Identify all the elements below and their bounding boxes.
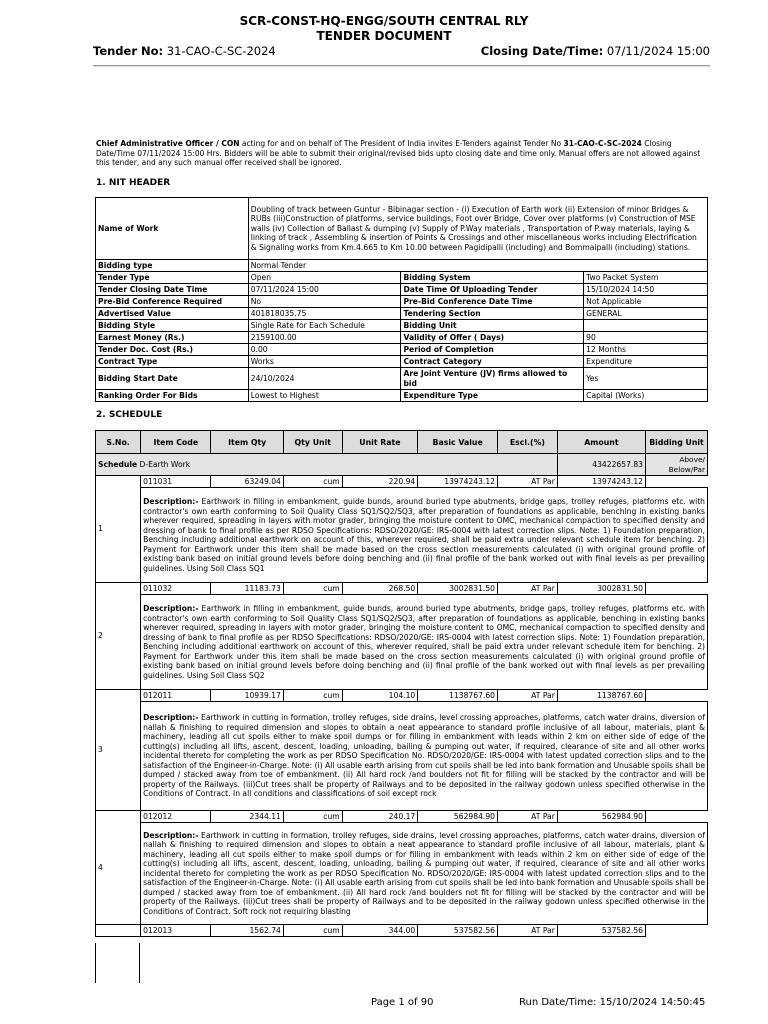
nit-key: Date Time Of Uploading Tender xyxy=(401,284,584,296)
item-amount: 13974243.12 xyxy=(557,476,645,488)
item-blank xyxy=(646,690,708,702)
nit-value: 24/10/2024 xyxy=(248,368,401,390)
item-qty: 10939.17 xyxy=(211,690,283,702)
item-rate: 344.00 xyxy=(342,925,418,937)
tender-number-value: 31-CAO-C-SC-2024 xyxy=(166,44,276,58)
item-rate: 268.50 xyxy=(342,583,418,595)
item-amount: 3002831.50 xyxy=(557,583,645,595)
nit-row xyxy=(96,272,708,284)
item-basic-value: 13974243.12 xyxy=(418,476,498,488)
header-divider xyxy=(93,65,710,67)
intro-paragraph xyxy=(96,139,709,168)
table-row xyxy=(96,690,708,702)
item-sno: 3 xyxy=(96,690,141,811)
item-unit: cum xyxy=(283,690,342,702)
nit-value: Normal Tender xyxy=(248,260,707,272)
item-amount: 562984.90 xyxy=(557,811,645,823)
item-escalation: AT Par xyxy=(498,476,558,488)
nit-value: 0.00 xyxy=(248,344,401,356)
officer-name: Chief Administrative Officer / CON xyxy=(96,139,240,148)
description-label: Description:- xyxy=(143,830,199,840)
closing-date xyxy=(481,44,710,58)
item-blank xyxy=(646,476,708,488)
nit-key: Bidding Style xyxy=(96,320,249,332)
nit-value: Capital (Works) xyxy=(584,390,708,402)
nit-value: Not Applicable xyxy=(584,296,708,308)
item-description xyxy=(141,702,708,811)
item-blank xyxy=(646,583,708,595)
nit-value: 15/10/2024 14:50 xyxy=(584,284,708,296)
description-label: Description:- xyxy=(143,604,199,613)
nit-key: Period of Completion xyxy=(401,344,584,356)
item-unit: cum xyxy=(283,811,342,823)
nit-value: 90 xyxy=(584,332,708,344)
nit-key: Bidding System xyxy=(401,272,584,284)
schedule-amount: 43422657.83 xyxy=(557,454,645,476)
nit-value: Single Rate for Each Schedule xyxy=(248,320,401,332)
nit-key: Contract Type xyxy=(96,356,249,368)
item-basic-value: 562984.90 xyxy=(418,811,498,823)
item-qty: 1562.74 xyxy=(211,925,283,937)
nit-value: 07/11/2024 15:00 xyxy=(248,284,401,296)
schedule-label: Schedule xyxy=(98,459,138,469)
nit-value: GENERAL xyxy=(584,308,708,320)
item-qty: 63249.04 xyxy=(211,476,283,488)
nit-key: Expenditure Type xyxy=(401,390,584,402)
schedule-column-header: Bidding Unit xyxy=(646,431,708,454)
schedule-header-row xyxy=(96,431,708,454)
description-label: Description:- xyxy=(143,713,199,723)
description-text: Earthwork in cutting in formation, trolley refuges, side drains, level crossing approaches, platforms, catch water drains, diversion of nallah & finishing to required dimension and slopes to obtain a neat appearance to standard profile inclusive of all labour, materials, plant & machinery, leading all cut spoils either to make spoil dumps or for filling in embankment with leads within 2 km on either side of edge of the cutting(s) including all lifts, ascent, descent, loading, unloading, bailing & pumping out water, if required, clearance of site and all other works incidental thereto for completing the work as per RDSO Specification No. RDSO/2020/GE: IRS-0004 with latest updated correction slips and to the satisfaction of the Engineer-in-Charge. Note: (i) All usable earth arising from cut spoils shall be led into bank formation and Unusable spoils shall be dumped / stacked away from toe of embankment. (ii) All hard rock /and boulders not fit for filling will be stacked by the contractor and will be property of the Railways. (iii)Cut trees shall be property of Railways and to be deposited in the railway godown unless specified otherwise in the Conditions of Contract. In all conditions and classifications of soil except rock xyxy=(143,713,705,799)
item-rate: 240.17 xyxy=(342,811,418,823)
description-text: Earthwork in filling in embankment, guide bunds, around buried type abutments, bridge gaps, trolley refuges, platforms etc. with contractor's own earth conforming to Soil Quality Class SQ1/SQ2/SQ3, after preparation of foundations as applicable, benching in existing banks wherever required, spreading in layers with motor grader, bringing the moisture content to OMC, mechanical compaction to specified density and dressing of bank to final profile as per RDSO Specifications: RDSO/2020/GE: IRS-0004 with latest correction slips. Note: 1) Foundation preparation, Benching including additional earthwork on account of this, wherever required, shall be paid extra under relevant schedule item for benching. 2) Payment for Earthwork under this item shall be made based on the cross section measurements calculated (i) with original ground profile of existing bank based on initial ground levels before doing benching and (ii) final profile of the bank worked out with final levels as per prevailing guidelines. Using Soil Class SQ2 xyxy=(143,604,705,680)
item-description-row xyxy=(96,823,708,925)
nit-row-name-of-work xyxy=(96,198,708,260)
item-escalation: AT Par xyxy=(498,690,558,702)
item-rate: 104.10 xyxy=(342,690,418,702)
description-text: Earthwork in filling in embankment, guide bunds, around buried type abutments, bridge gaps, trolley refuges, platforms etc. with contractor's own earth conforming to Soil Quality Class SQ1/SQ2/SQ3, after preparation of foundations as applicable, benching in existing banks wherever required, spreading in layers with motor grader, bringing the moisture content to OMC, mechanical compaction to specified density and dressing of bank to final profile as per RDSO Specifications: RDSO/2020/GE: IRS-0004 with latest correction slips. Note: 1) Foundation preparation, Benching including additional earthwork on account of this, wherever required, shall be paid extra under relevant schedule item for benching. 2) Payment for Earthwork under this item shall be made based on the cross section measurements calculated (i) with original ground profile of existing bank based on initial ground levels before doing benching and (ii) final profile of the bank worked out with final levels as per prevailing guidelines. Using Soil Class SQ1 xyxy=(143,497,705,573)
schedule-name: D-Earth Work xyxy=(139,459,191,469)
item-basic-value: 1138767.60 xyxy=(418,690,498,702)
nit-row xyxy=(96,320,708,332)
description-label: Description:- xyxy=(143,497,199,506)
item-unit: cum xyxy=(283,925,342,937)
item-unit: cum xyxy=(283,476,342,488)
nit-heading: 1. NIT HEADER xyxy=(96,178,171,188)
item-code: 011032 xyxy=(141,583,211,595)
item-basic-value: 3002831.50 xyxy=(418,583,498,595)
nit-row xyxy=(96,344,708,356)
item-description xyxy=(141,595,708,690)
item-description xyxy=(141,823,708,925)
nit-row xyxy=(96,356,708,368)
nit-value: Yes xyxy=(584,368,708,390)
nit-value xyxy=(584,320,708,332)
nit-key: Pre-Bid Conference Date Time xyxy=(401,296,584,308)
item-unit: cum xyxy=(283,583,342,595)
nit-value: No xyxy=(248,296,401,308)
nit-key: Ranking Order For Bids xyxy=(96,390,249,402)
item-blank xyxy=(646,811,708,823)
schedule-column-header: S.No. xyxy=(96,431,141,454)
closing-date-label: Closing Date/Time: xyxy=(480,44,604,58)
item-qty: 2344.11 xyxy=(211,811,283,823)
nit-value: 2159100.00 xyxy=(248,332,401,344)
item-description xyxy=(141,488,708,583)
nit-key: Bidding Start Date xyxy=(96,368,249,390)
nit-key: Advertised Value xyxy=(96,308,249,320)
org-title: SCR-CONST-HQ-ENGG/SOUTH CENTRAL RLY xyxy=(239,14,529,28)
nit-key: Bidding Unit xyxy=(401,320,584,332)
nit-row xyxy=(96,390,708,402)
item-amount: 1138767.60 xyxy=(557,690,645,702)
item-sno: 2 xyxy=(96,583,141,690)
item-description-row xyxy=(96,595,708,690)
nit-table xyxy=(95,197,708,402)
item-rate: 220.94 xyxy=(342,476,418,488)
nit-value: 401818035.75 xyxy=(248,308,401,320)
item-escalation: AT Par xyxy=(498,925,558,937)
nit-key: Tender Type xyxy=(96,272,249,284)
item-sno xyxy=(96,925,141,937)
nit-key: Tendering Section xyxy=(401,308,584,320)
table-row xyxy=(96,476,708,488)
nit-row xyxy=(96,332,708,344)
nit-key: Validity of Offer ( Days) xyxy=(401,332,584,344)
schedule-column-header: Item Code xyxy=(141,431,211,454)
table-row xyxy=(96,925,708,937)
tender-number-label: Tender No: xyxy=(93,44,164,58)
nit-key: Earnest Money (Rs.) xyxy=(96,332,249,344)
nit-key: Tender Closing Date Time xyxy=(96,284,249,296)
intro-text-1: acting for and on behalf of The President of India invites E-Tenders against Tender No xyxy=(239,139,564,148)
item-escalation: AT Par xyxy=(498,811,558,823)
item-sno: 4 xyxy=(96,811,141,925)
nit-name-of-work: Doubling of track between Guntur - Bibinagar section - (i) Execution of Earth work (ii) Extension of minor Bridges & RUBs (iii)Construction of platforms, service buildings, Foot over Bridge, Cover over platforms (v) Construction of MSE walls (iv) Collection of Ballast & dumping (v) Supply of P.Way materials , Transportation of P.way materials, laying & linking of track , Assembling & insertion of Points & Crossings and other miscellaneous works including Electrification & Signaling works from Km.4.665 to Km 10.00 between Pagidipalli (including) and Bommaipalli (including) stations. xyxy=(248,198,707,260)
item-code: 012011 xyxy=(141,690,211,702)
closing-date-value: 07/11/2024 15:00 xyxy=(606,44,710,58)
schedule-column-header: Unit Rate xyxy=(342,431,418,454)
item-basic-value: 537582.56 xyxy=(418,925,498,937)
schedule-column-header: Item Qty xyxy=(211,431,283,454)
schedule-heading: 2. SCHEDULE xyxy=(96,410,163,420)
table-row xyxy=(96,811,708,823)
item-code: 012013 xyxy=(141,925,211,937)
nit-value: Two Packet System xyxy=(584,272,708,284)
nit-value: Open xyxy=(248,272,401,284)
page-number: Page 1 of 90 xyxy=(371,997,434,1008)
nit-key: Are Joint Venture (JV) firms allowed to bid xyxy=(401,368,584,390)
nit-value: 12 Months xyxy=(584,344,708,356)
schedule-column-header: Amount xyxy=(557,431,645,454)
item-code: 012012 xyxy=(141,811,211,823)
item-amount: 537582.56 xyxy=(557,925,645,937)
nit-value: Lowest to Highest xyxy=(248,390,401,402)
nit-row xyxy=(96,296,708,308)
nit-row xyxy=(96,368,708,390)
item-qty: 11183.73 xyxy=(211,583,283,595)
intro-tender-no: 31-CAO-C-SC-2024 xyxy=(563,139,642,148)
nit-row xyxy=(96,284,708,296)
schedule-bidding-unit: Above/ Below/Par xyxy=(646,454,708,476)
item-blank xyxy=(646,925,708,937)
nit-row xyxy=(96,308,708,320)
item-description-row xyxy=(96,488,708,583)
run-date-time: Run Date/Time: 15/10/2024 14:50:45 xyxy=(519,997,706,1008)
schedule-continuation xyxy=(95,943,140,983)
nit-value: Works xyxy=(248,356,401,368)
nit-key: Contract Category xyxy=(401,356,584,368)
item-description-row xyxy=(96,702,708,811)
description-text: Earthwork in cutting in formation, trolley refuges, side drains, level crossing approaches, platforms, catch water drains, diversion of nallah & finishing to required dimension and slopes to obtain a neat appearance to standard profile inclusive of all labour, materials, plant & machinery, leading all cut spoils either to make spoil dumps or for filling in embankment with leads within 2 km on either side of edge of the cutting(s) including all lifts, ascent, descent, loading, unloading, bailing & pumping out water, if required, clearance of site and all other works incidental thereto for completing the work as per RDSO Specification No. RDSO/2020/GE: IRS-0004 with latest updated correction slips and to the satisfaction of the Engineer-in-Charge. Note: (i) All usable earth arising from cut spoils shall be led into bank formation and Unusable spoils shall be dumped / stacked away from toe of embankment. (ii) All hard rock /and boulders not fit for filling will be stacked by the contractor and will be property of the Railways. (iii)Cut trees shall be property of Railways and to be deposited in the railway godown unless specified otherwise in the Conditions of Contract. Soft rock not requiring blasting xyxy=(143,830,705,916)
item-escalation: AT Par xyxy=(498,583,558,595)
schedule-column-header: Qty Unit xyxy=(283,431,342,454)
nit-key: Tender Doc. Cost (Rs.) xyxy=(96,344,249,356)
item-code: 011031 xyxy=(141,476,211,488)
intro-text-2: Closing Date/Time 07/11/2024 15:00 Hrs. Bidders will be able to submit their original/revised bids upto closing date and time only. Manual offers are not allowed against this tender, and any such manual offer received shall be ignored. xyxy=(96,139,701,168)
schedule-column-header: Basic Value xyxy=(418,431,498,454)
item-sno: 1 xyxy=(96,476,141,583)
document-title: TENDER DOCUMENT xyxy=(316,29,452,43)
schedule-table xyxy=(95,430,708,937)
nit-row-bidding-type xyxy=(96,260,708,272)
schedule-group-row xyxy=(96,454,708,476)
tender-number xyxy=(93,44,276,58)
nit-value: Expenditure xyxy=(584,356,708,368)
nit-key: Name of Work xyxy=(96,198,249,260)
schedule-group-label xyxy=(96,454,558,476)
table-row xyxy=(96,583,708,595)
nit-key: Bidding type xyxy=(96,260,249,272)
schedule-column-header: Escl.(%) xyxy=(498,431,558,454)
nit-key: Pre-Bid Conference Required xyxy=(96,296,249,308)
